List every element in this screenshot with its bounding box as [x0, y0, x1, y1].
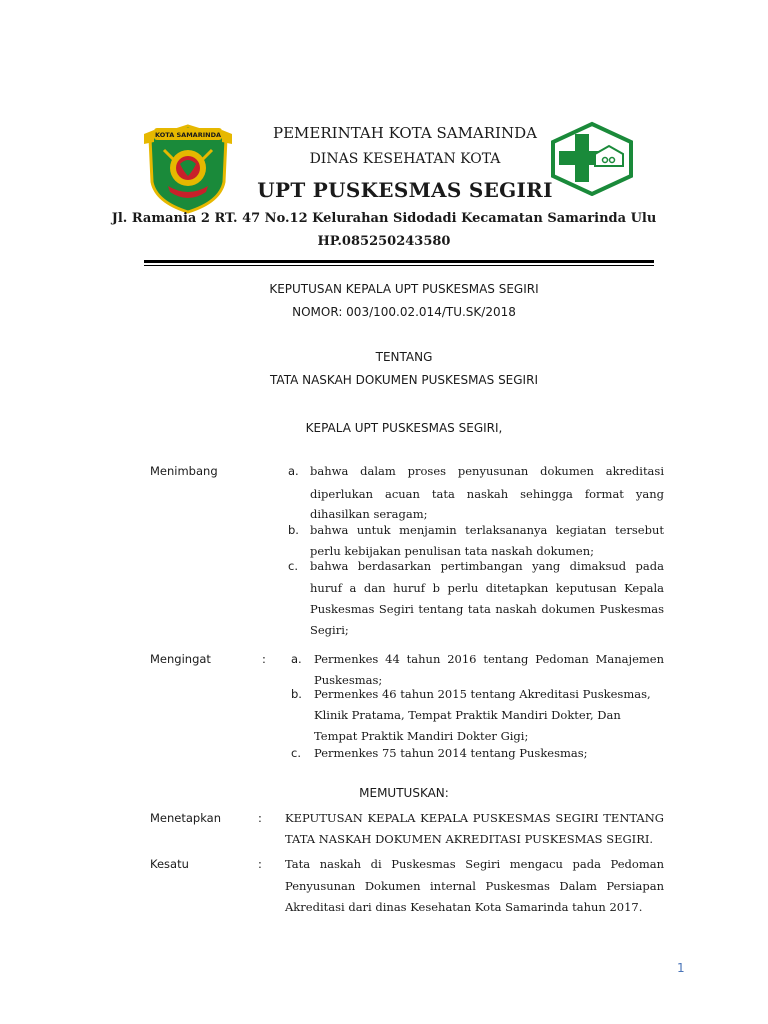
- mengingat-label: Mengingat: [150, 652, 211, 666]
- kesatu-line-2: Penyusunan Dokumen internal Puskesmas Dalam Persiapan: [285, 879, 664, 893]
- kesatu-line-1: Tata naskah di Puskesmas Segiri mengacu pada Pedoman: [285, 857, 664, 871]
- menetapkan-line-2: TATA NASKAH DOKUMEN AKREDITASI PUSKESMAS SEGIRI.: [285, 832, 654, 846]
- menetapkan-label: Menetapkan: [150, 811, 222, 825]
- menimbang-a-line-2: diperlukan acuan tata naskah sehingga format yang: [310, 487, 664, 501]
- letterhead-phone: HP.085250243580: [317, 234, 451, 249]
- menimbang-c-line-1: bahwa berdasarkan pertimbangan yang dimaksud pada: [310, 559, 664, 573]
- decree-official: KEPALA UPT PUSKESMAS SEGIRI,: [305, 421, 503, 435]
- kesatu-label: Kesatu: [150, 857, 189, 871]
- mengingat-mark-c: c.: [291, 746, 301, 760]
- menimbang-a-line-3: dihasilkan seragam;: [310, 507, 428, 521]
- menimbang-c-line-2: huruf a dan huruf b perlu ditetapkan keputusan Kepala: [310, 581, 664, 595]
- kesatu-line-3: Akreditasi dari dinas Kesehatan Kota Samarinda tahun 2017.: [285, 900, 643, 914]
- menimbang-mark-c: c.: [288, 559, 298, 573]
- menimbang-label: Menimbang: [150, 464, 218, 478]
- memutuskan-heading: MEMUTUSKAN:: [359, 786, 449, 800]
- decree-about: TENTANG: [375, 350, 433, 364]
- decree-subject: TATA NASKAH DOKUMEN PUSKESMAS SEGIRI: [270, 373, 538, 387]
- mengingat-c-line-1: Permenkes 75 tahun 2014 tentang Puskesmas;: [314, 746, 588, 760]
- page-number: 1: [677, 961, 685, 975]
- decree-number: NOMOR: 003/100.02.014/TU.SK/2018: [292, 305, 516, 319]
- mengingat-b-line-1: Permenkes 46 tahun 2015 tentang Akreditasi Puskesmas,: [314, 687, 651, 701]
- mengingat-colon: :: [262, 652, 266, 666]
- letterhead-divider-thin: [144, 265, 654, 266]
- city-crest-icon: [140, 120, 236, 216]
- letterhead-address: Jl. Ramania 2 RT. 47 No.12 Kelurahan Sidodadi Kecamatan Samarinda Ulu: [111, 211, 657, 226]
- letterhead-government: PEMERINTAH KOTA SAMARINDA: [273, 124, 537, 142]
- mengingat-a-line-1: Permenkes 44 tahun 2016 tentang Pedoman Manajemen: [314, 652, 664, 666]
- kesatu-colon: :: [258, 857, 262, 871]
- menimbang-c-line-4: Segiri;: [310, 623, 349, 637]
- menimbang-c-line-3: Puskesmas Segiri tentang tata naskah dokumen Puskesmas: [310, 602, 664, 616]
- menimbang-b-line-1: bahwa untuk menjamin terlaksananya kegiatan tersebut: [310, 523, 664, 537]
- mengingat-b-line-3: Tempat Praktik Mandiri Dokter Gigi;: [314, 729, 529, 743]
- menimbang-mark-b: b.: [288, 523, 299, 537]
- menimbang-a-line-1: bahwa dalam proses penyusunan dokumen akreditasi: [310, 464, 664, 478]
- menetapkan-colon: :: [258, 811, 262, 825]
- mengingat-mark-b: b.: [291, 687, 302, 701]
- mengingat-b-line-2: Klinik Pratama, Tempat Praktik Mandiri Dokter, Dan: [314, 708, 621, 722]
- menetapkan-line-1: KEPUTUSAN KEPALA KEPALA PUSKESMAS SEGIRI TENTANG: [285, 811, 664, 825]
- menimbang-mark-a: a.: [288, 464, 299, 478]
- letterhead-unit: UPT PUSKESMAS SEGIRI: [257, 178, 553, 202]
- mengingat-mark-a: a.: [291, 652, 302, 666]
- crest-banner-text: KOTA SAMARINDA: [155, 131, 221, 139]
- mengingat-a-line-2: Puskesmas;: [314, 673, 383, 687]
- letterhead-department: DINAS KESEHATAN KOTA: [309, 151, 501, 167]
- decree-title: KEPUTUSAN KEPALA UPT PUSKESMAS SEGIRI: [269, 282, 539, 296]
- letterhead-divider-thick: [144, 260, 654, 263]
- menimbang-b-line-2: perlu kebijakan penulisan tata naskah dokumen;: [310, 544, 594, 558]
